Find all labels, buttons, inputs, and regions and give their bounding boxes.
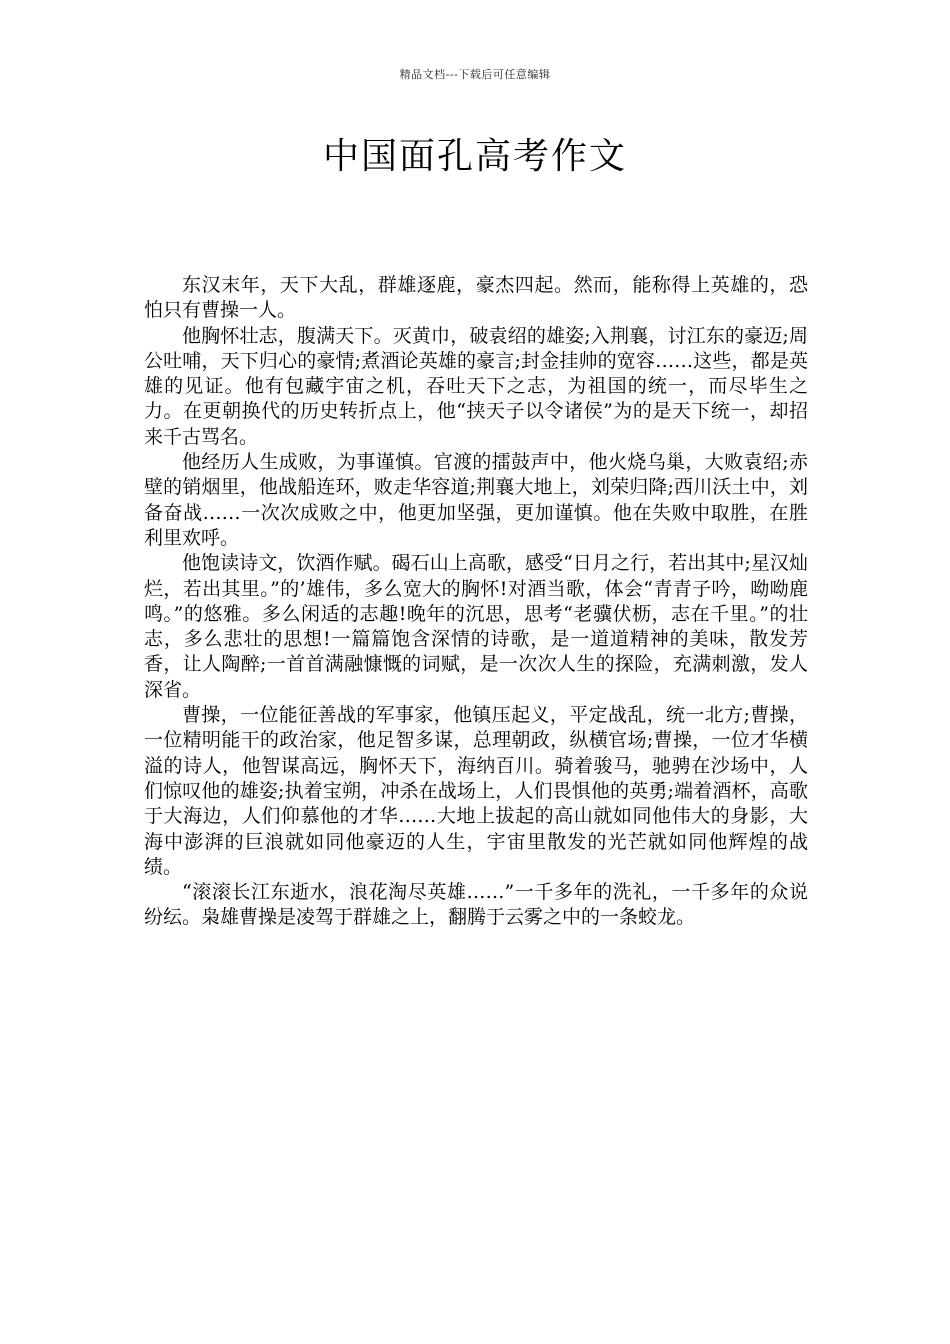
header-note: 精品文档---下载后可任意编辑 [399,68,551,81]
paragraph-4: 他饱读诗文，饮酒作赋。碣石山上高歌，感受“日月之行，若出其中;星汉灿烂，若出其里。”的’雄伟，多么宽大的胸怀!对酒当歌，体会“青青子吟，呦呦鹿鸣。”的悠雅。多么闲适的志趣!晚年的沉思，思考“老骥伏枥，志在千里。”的壮志，多么悲壮的思想!一篇篇饱含深情的诗歌，是一道道精神的美味，散发芳香，让人陶醉;一首首满融慷慨的词赋，是一次次人生的探险，充满刺激，发人深省。 [144,552,808,701]
paragraph-6: “滚滚长江东逝水，浪花淘尽英雄……”一千多年的洗礼，一千多年的众说纷纭。枭雄曹操是凌驾于群雄之上，翻腾于云雾之中的一条蛟龙。 [144,881,808,929]
paragraph-2: 他胸怀壮志，腹满天下。灭黄巾，破袁绍的雄姿;入荆襄，讨江东的豪迈;周公吐哺，天下归心的豪情;煮酒论英雄的豪言;封金挂帅的宽容……这些，都是英雄的见证。他有包藏宇宙之机，吞吐天下之志，为祖国的统一，而尽毕生之力。在更朝换代的历史转折点上，他“挟天子以令诸侯”为的是天下统一，却招来千古骂名。 [144,324,808,448]
page-title: 中国面孔高考作文 [322,136,627,177]
article-body [144,273,808,931]
paragraph-5: 曹操，一位能征善战的军事家，他镇压起义，平定战乱，统一北方;曹操，一位精明能干的政治家，他足智多谋，总理朝政，纵横官场;曹操，一位才华横溢的诗人，他智谋高远，胸怀天下，海纳百川。骑着骏马，驰骋在沙场中，人们惊叹他的雄姿;执着宝朔，冲杀在战场上，人们畏惧他的英勇;端着酒杯，高歌于大海边，人们仰慕他的才华……大地上拔起的高山就如同他伟大的身影，大海中澎湃的巨浪就如同他豪迈的人生，宇宙里散发的光芒就如同他辉煌的战绩。 [144,704,808,878]
paragraph-3: 他经历人生成败，为事谨慎。官渡的擂鼓声中，他火烧乌巢，大败袁绍;赤壁的销烟里，他战船连环，败走华容道;荆襄大地上，刘荣归降;西川沃土中，刘备奋战……一次次成败之中，他更加坚强，更加谨慎。他在失败中取胜，在胜利里欢呼。 [144,451,808,549]
paragraph-1: 东汉末年，天下大乱，群雄逐鹿，豪杰四起。然而，能称得上英雄的，恐怕只有曹操一人。 [144,274,808,322]
